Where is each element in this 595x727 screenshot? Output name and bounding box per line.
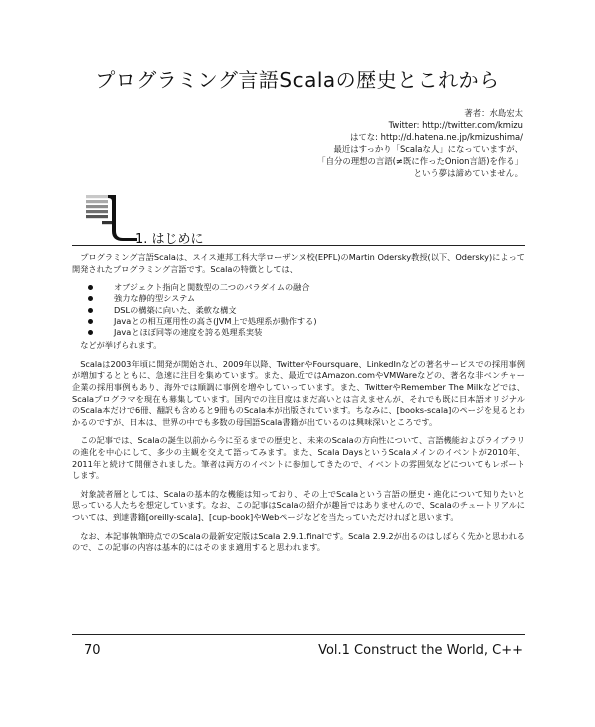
body-paragraph: 対象読者層としては、Scalaの基本的な機能は知っており、その上でScalaという言語の歴史・進化について知りたいと思っている人たちを想定しています。なお、この記事はScalaの紹介が趣旨ではありませんので、Scalaのチュートリアルについては、到達書籍[oreilly-scala]、[cup-book]やWebページなどを当たっていただければと思います。: [72, 488, 525, 522]
body-paragraph: なお、本記事執筆時点でのScalaの最新安定版はScala 2.9.1.finalです。Scala 2.9.2が出るのはしばらく先かと思われるので、この記事の内容は基本的にはそのまま適用すると思われます。: [72, 530, 525, 553]
article-title: プログラミング言語Scalaの歴史とこれから: [95, 68, 500, 92]
author-block: [317, 107, 523, 180]
chapter-heading: 1. はじめに: [135, 232, 204, 247]
bullet-icon: [88, 285, 93, 290]
author-line: 著者：水島宏太: [464, 108, 523, 118]
feature-list: [72, 282, 525, 338]
footer-divider: [72, 634, 525, 635]
chapter-divider: [72, 245, 525, 246]
list-conclusion: などが挙げられます。: [80, 340, 162, 351]
bullet-icon: [88, 330, 93, 335]
list-item: 強力な静的型システム: [72, 293, 525, 304]
author-line: 「自分の理想の言語(≠既に作ったOnion言語)を作る」: [317, 156, 523, 167]
list-item: Javaとの相互運用性の高さ(JVM上で処理系が動作する): [72, 316, 525, 327]
list-item: DSLの構築に向いた、柔軟な構文: [72, 305, 525, 316]
intro-paragraph: プログラミング言語Scalaは、スイス連邦工科大学ローザンヌ校(EPFL)のMartin Odersky教授(以下、Odersky)によって開発されたプログラミング言語です。Scalaの特徴としては、: [72, 252, 525, 274]
author-line: はてな: http://d.hatena.ne.jp/kmizushima/: [350, 132, 523, 143]
author-line: という夢は諦めていません。: [413, 168, 523, 179]
chapter-ornament-icon: [82, 193, 142, 243]
article-body: [72, 252, 525, 561]
author-line: 最近はすっかり「Scalaな人」になっていますが、: [333, 144, 523, 155]
author-line: Twitter: http://twitter.com/kmizu: [388, 120, 523, 131]
body-paragraph: Scalaは2003年頃に開発が開始され、2009年以降、TwitterやFoursquare、LinkedInなどの著名サービスでの採用事例が増加するとともに、急速に注目を集めています。また、最近ではAmazon.comやVMWareなどの、著名な非ベンチャー企業の採用事例もあり、海外では順調に事例を増やしていっています。また、TwitterやRemember The Milkなどでは、Scalaプログラマを現在も募集しています。国内での注目度はまだ高いとは言えませんが、それでも既に日本語オリジナルのScala本だけで6冊、翻訳も含めると9冊ものScala本が出版されています。ちなみに、[books-scala]のページを見るとわかるのですが、日本は、世界の中でも多数の母国語Scala書籍が出ているのは興味深いところです。: [72, 358, 525, 427]
page-number: 70: [84, 643, 101, 658]
bullet-icon: [88, 308, 93, 313]
bullet-icon: [88, 319, 93, 324]
list-item: オブジェクト指向と関数型の二つのパラダイムの融合: [72, 282, 525, 293]
body-paragraph: この記事では、Scalaの誕生以前から今に至るまでの歴史と、未来のScalaの方向性について、言語機能およびライブラリの進化を中心にして、多少の主観を交えて語ってみます。また、Scala DaysというScalaメインのイベントが2010年、2011年と続けて開催されました。筆者は両方のイベントに参加してきたので、イベントの雰囲気などについてもレポートします。: [72, 435, 525, 481]
bullet-icon: [88, 296, 93, 301]
publication-title: Vol.1 Construct the World, C++: [318, 643, 523, 658]
list-item: Javaとほぼ同等の速度を誇る処理系実装: [72, 327, 525, 338]
